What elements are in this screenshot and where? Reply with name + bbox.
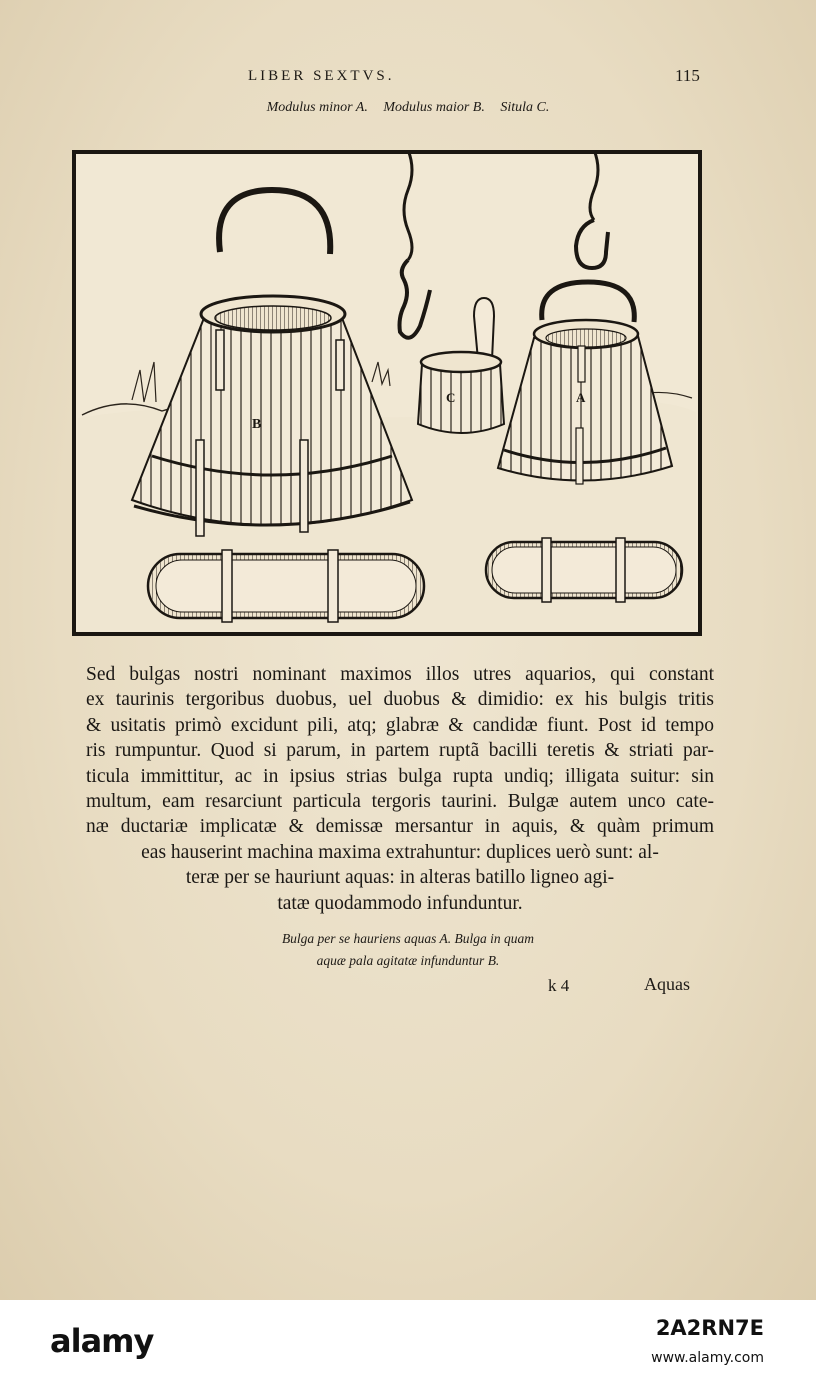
text-line: ex taurinis tergoribus duobus, uel duobus & dimidio: ex his bulgis tritis	[86, 689, 714, 711]
image-id: 2A2RN7E	[655, 1316, 764, 1340]
woodcut-illustration	[72, 150, 702, 636]
body-paragraph	[86, 662, 714, 916]
flat-bag-left	[148, 550, 424, 622]
caption-line: aquæ pala agitatæ infunduntur B.	[316, 953, 500, 968]
text-line: ris rumpuntur. Quod si parum, in partem ruptã bacilli teretis & striati par-	[86, 740, 714, 762]
woodcut-svg	[72, 150, 702, 636]
text-line: multum, eam resarciunt particula tergoris taurini. Bulgæ autem unco cate-	[86, 791, 714, 813]
page-number: 115	[675, 66, 700, 85]
figure-caption-top	[0, 100, 816, 116]
text-line: tatæ quodammodo infunduntur.	[277, 892, 523, 914]
site-url: www.alamy.com	[651, 1350, 764, 1366]
flat-bag-right	[486, 538, 682, 602]
caption-item-b: Modulus maior B.	[383, 100, 485, 115]
text-line: teræ per se hauriunt aquas: in alteras batillo ligneo agi-	[185, 867, 615, 889]
text-line: & usitatis primò excidunt pili, atq; glabræ & candidæ fiunt. Post id tempo	[86, 714, 714, 736]
watermark-banner	[0, 1300, 816, 1390]
signature-mark: k 4	[548, 976, 570, 995]
text-line: næ ductariæ implicatæ & demissæ mersantur in aquis, & quàm primum	[86, 816, 714, 838]
catchword: Aquas	[644, 974, 690, 994]
running-head: LIBER SEXTVS.	[248, 68, 395, 84]
caption-line: Bulga per se hauriens aquas A. Bulga in quam	[281, 931, 535, 946]
figure-caption-bottom	[0, 928, 816, 972]
caption-item-a: Modulus minor A.	[266, 100, 368, 115]
label-b: B	[252, 417, 262, 432]
caption-item-c: Situla C.	[500, 100, 550, 115]
text-line: Sed bulgas nostri nominant maximos illos utres aquarios, qui constant	[86, 664, 714, 685]
text-line: ticula immittitur, ac in ipsius strias bulga rupta undiq; illigata suitur: sin	[86, 765, 714, 787]
label-c: C	[446, 390, 456, 405]
text-line: eas hauserint machina maxima extrahuntur: duplices uerò sunt: al-	[141, 841, 659, 863]
label-a: A	[576, 390, 586, 405]
brand-logo: alamy	[50, 1322, 154, 1360]
page-header	[0, 64, 816, 90]
